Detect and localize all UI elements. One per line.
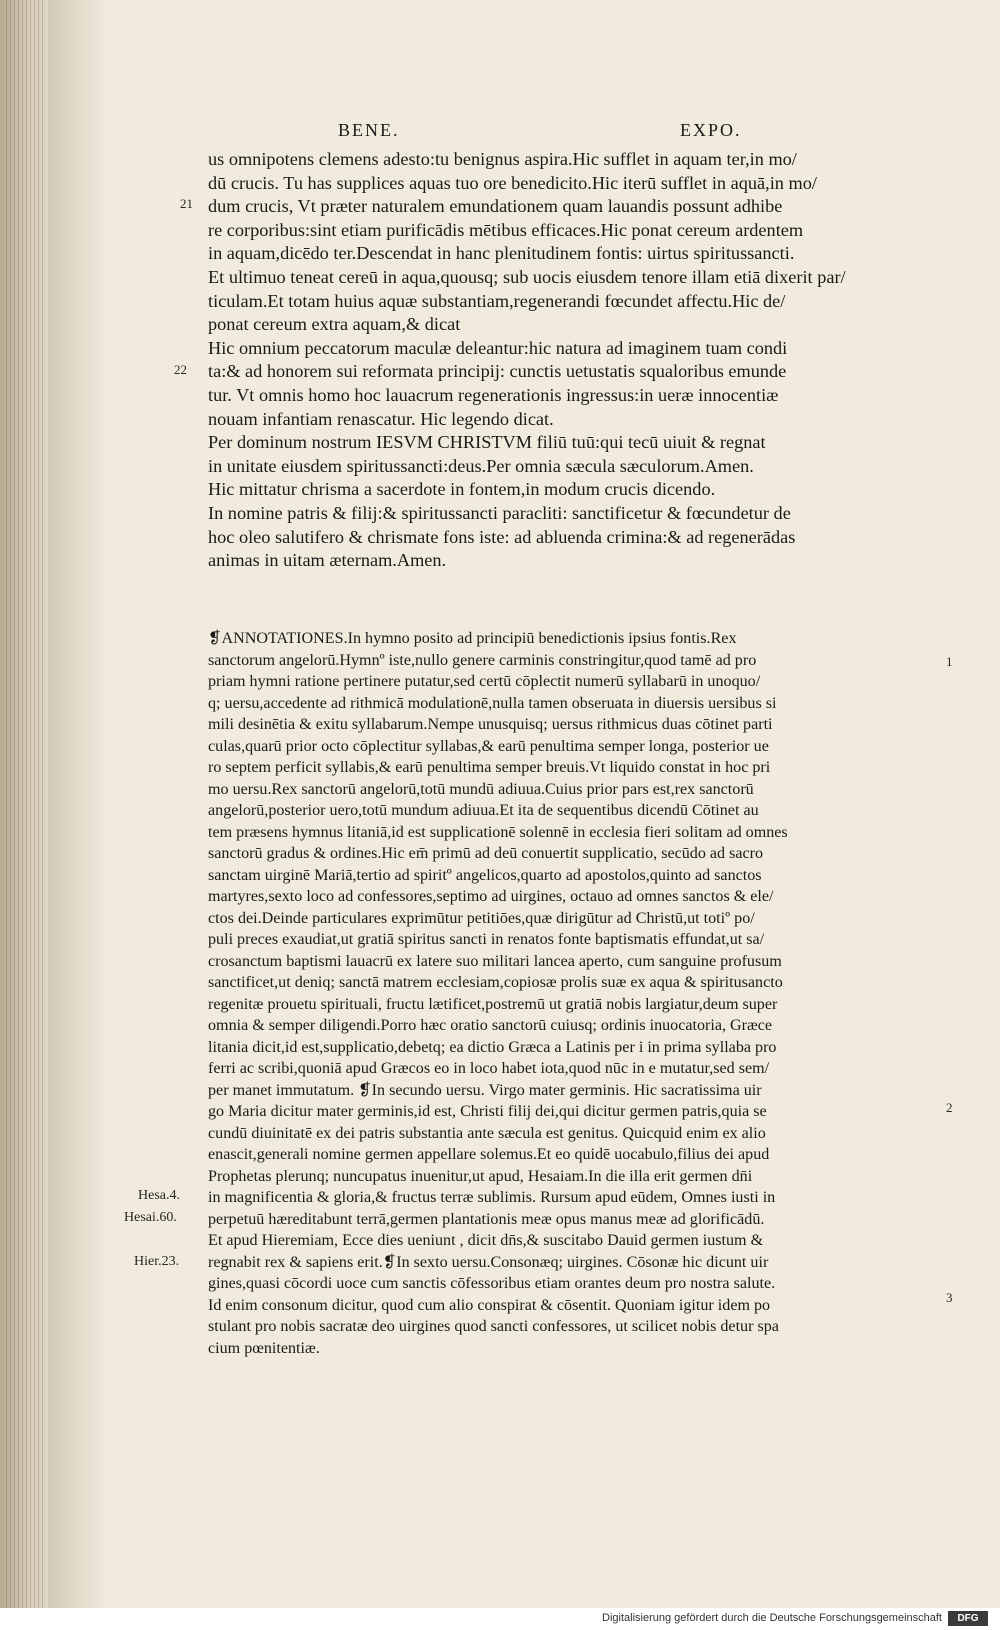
annotation-line: Prophetas plerunq; nuncupatus inuenitur,ut apud, Hesaiam.In die illa erit germen dn̄i bbox=[208, 1167, 753, 1185]
annotations-block bbox=[208, 628, 938, 1359]
text-line: us omnipotens clemens adesto:tu benignus aspira.Hic sufflet in aquam ter,in mo/ bbox=[208, 149, 797, 169]
annotation-line: priam hymni ratione pertinere putatur,sed certū cōplectit numerū syllabarū in unoquo/ bbox=[208, 673, 761, 690]
text-line: re corporibus:sint etiam purificādis mētibus efficaces.Hic ponat cereum ardentem bbox=[208, 219, 804, 240]
annotation-line: culas,quarū prior octo cōplectitur syllabas,& earū penultima semper longa, posterior ue bbox=[208, 737, 769, 755]
annotation-line: ❡ANNOTATIONES.In hymno posito ad principiū benedictionis ipsius fontis.Rex bbox=[208, 630, 737, 647]
running-head-right: EXPO. bbox=[680, 120, 742, 140]
text-line: in aquam,dicēdo ter.Descendat in hanc plenitudinem fontis: uirtus spiritussancti. bbox=[208, 243, 795, 264]
running-head-left: BENE. bbox=[338, 120, 400, 140]
text-line: nouam infantiam renascatur. Hic legendo dicat. bbox=[208, 408, 554, 429]
annotation-line: gines,quasi cōcordi uoce cum sanctis cōfessoribus etiam orantes deum pro nostra salute. bbox=[208, 1275, 776, 1292]
annotation-line: Et apud Hieremiam, Ecce dies ueniunt , dicit dn̄s,& suscitabo Dauid germen iustum & bbox=[208, 1232, 764, 1249]
annotation-line: regenitæ prouetu spirituali, fructu lætificet,postremū ut gratiā nobis largiatur,deum super bbox=[208, 995, 778, 1013]
margin-number: 3 bbox=[946, 1290, 953, 1305]
text-line: ta:& ad honorem sui reformata principij: cunctis uetustatis squaloribus emunde bbox=[208, 361, 787, 382]
annotation-line: ctos dei.Deinde particulares exprimūtur petitiōes,quæ dirigūtur ad Christū,ut totiº po/ bbox=[208, 909, 755, 927]
annotation-line: mili desinētia & exitu syllabarum.Nempe unusquisq; uersus rithmicus duas cōtinet parti bbox=[208, 716, 773, 733]
text-line: In nomine patris & filij:& spiritussancti paracliti: sanctificetur & fœcundetur de bbox=[208, 502, 791, 523]
text-line: dū crucis. Tu has supplices aquas tuo ore benedicito.Hic iterū sufflet in aquā,in mo/ bbox=[208, 172, 817, 193]
annotation-line: sanctificet,ut deniq; sanctā matrem ecclesiam,copiosæ prolis suæ ex aqua & spiritusancto bbox=[208, 974, 783, 991]
footer-credit: Digitalisierung gefördert durch die Deutsche Forschungsgemeinschaft bbox=[602, 1612, 942, 1624]
gutter-shadow bbox=[48, 0, 108, 1608]
text-line: ticulam.Et totam huius aquæ substantiam,regenerandi fœcundet affectu.Hic de/ bbox=[208, 290, 786, 311]
annotation-line: sanctorū gradus & ordines.Hic em̄ primū ad deū conuertit supplicatio, secūdo ad sacro bbox=[208, 845, 764, 862]
annotation-line: go Maria dicitur mater germinis,id est, Christi filij dei,qui dicitur germen patris,quia se bbox=[208, 1103, 767, 1120]
annotation-line: cium pœnitentiæ. bbox=[208, 1339, 320, 1357]
annotation-line: ferri ac scribi,quoniā apud Græcos eo in loco habet iota,quod nūc in e mutatur,sed sem/ bbox=[208, 1060, 770, 1077]
annotation-line: per manet immutatum. ❡In secundo uersu. Virgo mater germinis. Hic sacratissima uir bbox=[208, 1081, 762, 1099]
text-line: Hic mittatur chrisma a sacerdote in fontem,in modum crucis dicendo. bbox=[208, 479, 716, 500]
margin-number: 1 bbox=[946, 654, 953, 669]
liturgical-text-block bbox=[208, 148, 938, 573]
annotation-line: q; uersu,accedente ad rithmicā modulationē,nulla tamen obseruata in diuersis uersibus si bbox=[208, 694, 777, 712]
annotation-line: regnabit rex & sapiens erit.❡In sexto uersu.Consonæq; uirgines. Cōsonæ hic dicunt uir bbox=[208, 1253, 769, 1271]
margin-number: 21 bbox=[180, 196, 193, 211]
annotation-line: mo uersu.Rex sanctorū angelorū,totū mundū adiuua.Cuius prior pars est,rex sanctorū bbox=[208, 780, 754, 798]
text-line: hoc oleo salutifero & chrismate fons iste: ad abluenda crimina:& ad regenerādas bbox=[208, 526, 796, 547]
text-line: Hic omnium peccatorum maculæ deleantur:hic natura ad imaginem tuam condi bbox=[208, 337, 788, 358]
annotation-line: ro septem perficit syllabis,& earū penultima semper breuis.Vt liquido constat in hoc pri bbox=[208, 759, 771, 776]
annotation-line: crosanctum baptismi lauacrū ex latere suo militari lancea aperto, cum sanguine profusum bbox=[208, 952, 782, 970]
margin-reference: Hesai.60. bbox=[124, 1210, 177, 1225]
dfg-logo-icon: DFG bbox=[948, 1611, 988, 1626]
text-line: in unitate eiusdem spiritussancti:deus.Per omnia sæcula sæculorum.Amen. bbox=[208, 455, 754, 476]
annotation-line: omnia & semper diligendi.Porro hæc oratio sanctorū cuiusq; ordinis inuocatoria, Græce bbox=[208, 1017, 773, 1034]
margin-reference: Hesa.4. bbox=[138, 1188, 180, 1203]
annotation-line: in magnificentia & gloria,& fructus terræ sublimis. Rursum apud eūdem, Omnes iusti in bbox=[208, 1189, 776, 1206]
annotation-line: sanctam uirginē Mariā,tertio ad spiritº angelicos,quarto ad apostolos,quinto ad sanctos bbox=[208, 866, 762, 884]
annotation-line: tem præsens hymnus litaniā,id est supplicationē solennē in ecclesia fieri solitam ad omnes bbox=[208, 823, 788, 841]
text-line: animas in uitam æternam.Amen. bbox=[208, 550, 447, 571]
annotation-line: stulant pro nobis sacratæ deo uirgines quod sancti confessores, ut scilicet nobis detur spa bbox=[208, 1318, 779, 1335]
annotation-line: martyres,sexto loco ad confessores,septimo ad uirgines, octauo ad omnes sanctos & ele/ bbox=[208, 888, 774, 905]
annotation-line: sanctorum angelorū.Hymnº iste,nullo genere carminis constringitur,quod tamē ad pro bbox=[208, 651, 757, 669]
digitization-footer bbox=[0, 1608, 1000, 1630]
text-line: dum crucis, Vt præter naturalem emundationem quam lauandis possunt adhibe bbox=[208, 196, 783, 217]
text-line: Per dominum nostrum IESVM CHRISTVM filiū tuū:qui tecū uiuit & regnat bbox=[208, 432, 766, 453]
text-line: ponat cereum extra aquam,& dicat bbox=[208, 314, 461, 335]
annotation-line: perpetuū hæreditabunt terrā,germen plantationis meæ opus manus meæ ad glorificādū. bbox=[208, 1210, 765, 1228]
annotation-line: enascit,generali nomine germen appellare solemus.Et eo quidē uocabulo,filius dei apud bbox=[208, 1146, 770, 1163]
annotation-line: angelorū,posterior uero,totū mundum adiuua.Et ita de sequentibus dicendū Cōtinet au bbox=[208, 802, 759, 819]
margin-reference: Hier.23. bbox=[134, 1254, 180, 1269]
margin-number: 22 bbox=[174, 362, 187, 377]
text-line: tur. Vt omnis homo hoc lauacrum regenerationis ingressus:in ueræ innocentiæ bbox=[208, 384, 779, 405]
annotation-line: litania dicit,id est,supplicatio,debetq; ea dictio Græca a Latinis per i in prima syllaba pro bbox=[208, 1038, 777, 1056]
text-line: Et ultimuo teneat cereū in aqua,quousq; sub uocis eiusdem tenore illam etiā dixerit par/ bbox=[208, 266, 846, 287]
margin-number: 2 bbox=[946, 1100, 953, 1115]
annotation-line: puli preces exaudiat,ut gratiā spiritus sancti in renatos fonte baptismatis effundat,ut sa/ bbox=[208, 931, 765, 948]
annotation-line: cundū diuinitatē ex dei patris substantia ante sæcula est genitus. Quicquid enim ex alio bbox=[208, 1124, 766, 1142]
annotation-line: Id enim consonum dicitur, quod cum alio conspirat & cōsentit. Quoniam igitur idem po bbox=[208, 1296, 771, 1314]
